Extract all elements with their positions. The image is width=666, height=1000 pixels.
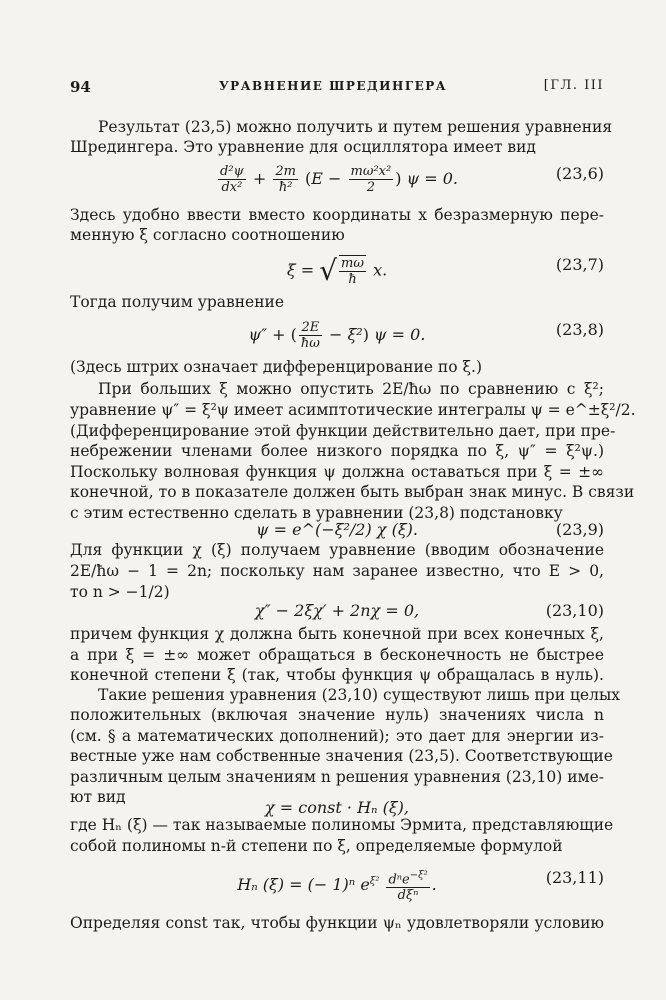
- text-line: Результат (23,5) можно получить и путем решения уравнения: [98, 118, 613, 136]
- text-line: (Здесь штрих означает дифференцирование по ξ.): [70, 358, 483, 376]
- text-line: где Hₙ (ξ) — так называемые полиномы Эрмита, представляющие: [70, 816, 614, 834]
- text-line: (Дифференцирование этой функции действительно дает, при пре-: [70, 422, 616, 440]
- equation-23-8: ψ″ + ( $\frac{2E}{ħ\omega}$ − ξ²) ψ = 0. (23,8): [248, 320, 604, 351]
- text-line: собой полиномы n-й степени по ξ, определяемые формулой: [70, 837, 563, 855]
- equation-23-11: Hₙ (ξ) = (− 1)ⁿ $e^{\xi^2}$ $\frac{d^ne^{-\xi^2}}{\text{dξⁿ}}$ . (23,11): [237, 868, 604, 904]
- equation-label: (23,7): [555, 255, 604, 274]
- text-line: то n > −1/2): [70, 583, 170, 601]
- text-line: Тогда получим уравнение: [70, 293, 285, 311]
- page-number: 94: [70, 78, 91, 96]
- text-line: вестные уже нам собственные значения (23,5). Соответствующие: [70, 747, 613, 765]
- equation-23-7: ξ = √ $\frac{m\omega}{ħ}$ x. (23,7): [286, 254, 604, 287]
- text-line: положительных (включая значение нуль) значениях числа n: [70, 706, 604, 724]
- text-line: При больших ξ можно опустить 2E/ħω по сравнению с ξ²;: [98, 380, 604, 398]
- text-line: 2E/ħω − 1 = 2n; поскольку нам заранее известно, что E > 0,: [70, 562, 604, 580]
- text-line: Такие решения уравнения (23,10) существуют лишь при целых: [98, 686, 621, 704]
- equation-label: (23,10): [545, 601, 604, 620]
- equation-body: χ″ − 2ξχ′ + 2nχ = 0,: [254, 601, 420, 620]
- equation-label: (23,11): [545, 868, 604, 887]
- text-line: с этим естественно сделать в уравнении (23,8) подстановку: [70, 504, 563, 522]
- equation-label: (23,9): [555, 520, 604, 539]
- text-line: (см. § а математических дополнений); это дает для энергии из-: [70, 727, 604, 745]
- text-line: конечной, то в показателе должен быть выбран знак минус. В связи: [70, 483, 635, 501]
- text-line: конечной степени ξ (так, чтобы функция ψ обращалась в нуль).: [70, 666, 604, 684]
- equation-body: ψ = e^(−ξ²/2) χ (ξ).: [256, 520, 418, 539]
- chapter-marker: [ГЛ. III: [543, 78, 604, 93]
- text-line: Определяя const так, чтобы функции ψₙ удовлетворяли условию: [70, 914, 604, 932]
- text-line: уравнение ψ″ = ξ²ψ имеет асимптотические интегралы ψ = e^±ξ²/2.: [70, 401, 636, 419]
- text-line: менную ξ согласно соотношению: [70, 226, 345, 244]
- text-line: причем функция χ должна быть конечной при всех конечных ξ,: [70, 625, 604, 643]
- text-line: Шредингера. Это уравнение для осциллятора имеет вид: [70, 138, 536, 156]
- text-line: Здесь удобно ввести вместо координаты x безразмерную пере-: [70, 206, 604, 224]
- equation-label: (23,6): [555, 164, 604, 183]
- text-line: ют вид: [70, 788, 126, 806]
- equation-23-6: $\frac{\text{d²ψ}}{\text{dx²}}$ + $\frac{2m}{\text{ħ²}}$ (E − $\frac{\text{mω²x²}}{2}$ ) ψ = 0. (23,6): [220, 164, 604, 195]
- text-line: а при ξ = ±∞ может обращаться в бесконечность не быстрее: [70, 646, 604, 664]
- text-line: Поскольку волновая функция ψ должна оставаться при ξ = ±∞: [70, 463, 604, 481]
- text-line: различным целым значениям n решения уравнения (23,10) име-: [70, 768, 604, 786]
- equation-label: (23,8): [555, 320, 604, 339]
- equation-body: χ = const · Hₙ (ξ),: [265, 798, 409, 817]
- running-title: УРАВНЕНИЕ ШРЕДИНГЕРА: [218, 79, 448, 93]
- text-line: Для функции χ (ξ) получаем уравнение (вводим обозначение: [70, 541, 604, 559]
- text-line: небрежении членами более низкого порядка по ξ, ψ″ = ξ²ψ.): [70, 442, 604, 460]
